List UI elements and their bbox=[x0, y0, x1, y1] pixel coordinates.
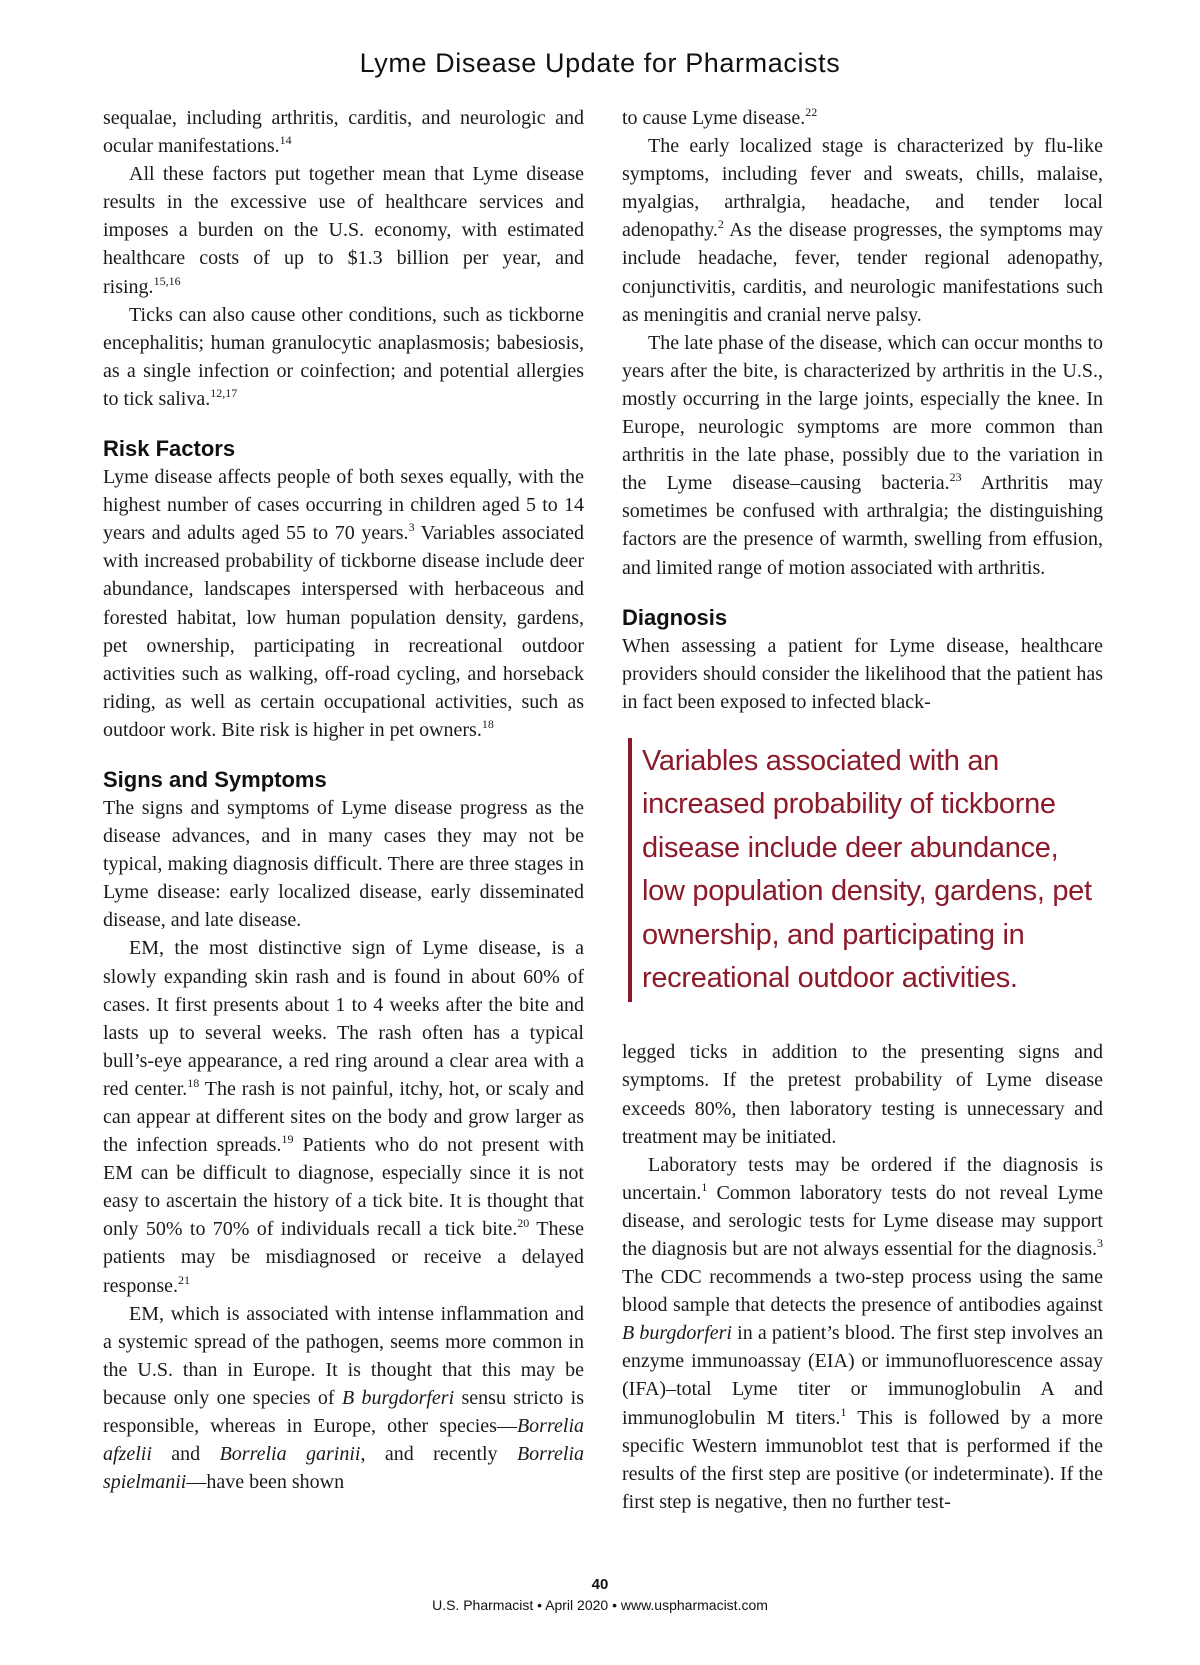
paragraph: to cause Lyme disease.$^{22}$ bbox=[622, 105, 818, 129]
paragraph: Ticks can also cause other conditions, such as tickborne encephalitis; human granulocytic anaplasmosis; babesiosis, as a single infection or coinfection; and potential allergies to tick saliva.$^{12,17}$ bbox=[103, 303, 584, 410]
paragraph: The late phase of the disease, which can occur months to years after the bite, is characterized by arthritis in the U.S., mostly occurring in the large joints, especially the knee. In Europe, neurologic symptoms are more common than arthritis in the late phase, possibly due to the variation in the Lyme disease–causing bacteria.$^{23}$ Arthritis may sometimes be confused with arthralgia; the distinguishing factors are the presence of warmth, swelling from effusion, and limited range of motion associated with arthritis. bbox=[622, 331, 1103, 579]
citation: 1 bbox=[701, 1179, 708, 1194]
citation: 1 bbox=[840, 1404, 847, 1419]
paragraph: Lyme disease affects people of both sexes equally, with the highest number of cases occurring in children aged 5 to 14 years and adults aged 55 to 70 years.$^3$ Variables associated with increased probability of tickborne disease include deer abundance, landscapes interspersed with herbaceous and forested habitat, low human population density, gardens, pet ownership, participating in recreational outdoor activities such as walking, off-road cycling, and horseback riding, as well as certain occupational activities, such as outdoor work. Bite risk is higher in pet owners.$^{18}$ bbox=[103, 466, 585, 741]
paragraph: The signs and symptoms of Lyme disease progress as the disease advances, and in many cases they may not be typical, making diagnosis difficult. There are three stages in Lyme disease: early localized disease, early disseminated disease, and late disease. bbox=[103, 796, 584, 932]
citation: 3 bbox=[408, 520, 415, 535]
citation: 14 bbox=[279, 133, 292, 148]
paragraph: The early localized stage is characterized by flu-like symptoms, including fever and sweats, chills, malaise, myalgias, arthralgia, headache, and tender local adenopathy.$^2$ As the disease progresses, the symptoms may include headache, fever, tender regional adenopathy, conjunctivitis, carditis, and neurologic manifestations such as meningitis and cranial nerve palsy. bbox=[622, 135, 1103, 326]
citation: 3 bbox=[1097, 1235, 1103, 1250]
left-column bbox=[103, 104, 584, 1496]
citation: 23 bbox=[949, 470, 962, 485]
citation: 2 bbox=[717, 217, 724, 232]
paragraph: legged ticks in addition to the presenting signs and symptoms. If the pretest probability of Lyme disease exceeds 80%, then laboratory testing is unnecessary and treatment may be initiated. bbox=[622, 1041, 1103, 1148]
paragraph: EM, the most distinctive sign of Lyme disease, is a slowly expanding skin rash and is found in about 60% of cases. It first presents about 1 to 4 weeks after the bite and lasts up to several weeks. The rash often has a typical bull’s-eye appearance, a red ring around a clear area with a red center.$^{18}$ The rash is not painful, itchy, hot, or scaly and can appear at different sites on the body and grow larger as the infection spreads.$^{19}$ Patients who do not present with EM can be difficult to diagnose, especially since it is not easy to ascertain the history of a tick bite. It is thought that only 50% to 70% of individuals recall a tick bite.$^{20}$ These patients may be misdiagnosed or receive a delayed response.$^{21}$ bbox=[103, 937, 585, 1297]
paragraph: EM, which is associated with intense inflammation and a systemic spread of the pathogen, seems more common in the U.S. than in Europe. It is thought that this may be because only one species of B burgdorferi sensu stricto is responsible, whereas in Europe, other species—Borrelia afzelii and Borrelia garinii, and recently Borrelia spielmanii—have been shown bbox=[103, 1302, 584, 1494]
citation: 15,16 bbox=[153, 273, 181, 288]
paragraph: sequalae, including arthritis, carditis, and neurologic and ocular manifestations.$^{14}$ bbox=[103, 107, 584, 158]
paragraph: Laboratory tests may be ordered if the diagnosis is uncertain.$^1$ Common laboratory tests do not reveal Lyme disease, and serologic tests for Lyme disease may support the diagnosis but are not always essential for the diagnosis.$^3$ The CDC recommends a two-step process using the same blood sample that detects the presence of antibodies against B burgdorferi in a patient’s blood. The first step involves an enzyme immunoassay (EIA) or immunofluorescence assay (IFA)–total Lyme titer or immunoglobulin A and immunoglobulin M titers.$^1$ This is followed by a more specific Western immunoblot test that is performed if the results of the first step are positive (or indeterminate). If the first step is negative, then no further test- bbox=[622, 1153, 1103, 1513]
citation: 12,17 bbox=[210, 385, 238, 400]
right-column bbox=[622, 104, 1103, 1516]
publication-footer: U.S. Pharmacist • April 2020 • www.uspharmacist.com bbox=[432, 1597, 768, 1613]
page-number: 40 bbox=[591, 1576, 609, 1593]
citation: 19 bbox=[281, 1132, 294, 1147]
citation: 18 bbox=[481, 716, 494, 731]
section-heading-risk-factors: Risk Factors bbox=[103, 436, 236, 462]
running-title: Lyme Disease Update for Pharmacists bbox=[359, 48, 841, 78]
section-heading-diagnosis: Diagnosis bbox=[622, 604, 728, 630]
paragraph: When assessing a patient for Lyme disease, healthcare providers should consider the likelihood that the patient has in fact been exposed to infected black- bbox=[622, 634, 1103, 713]
section-heading-signs-and-symptoms: Signs and Symptoms bbox=[103, 766, 327, 792]
citation: 18 bbox=[187, 1075, 200, 1090]
citation: 21 bbox=[177, 1272, 190, 1287]
citation: 22 bbox=[805, 105, 818, 119]
citation: 20 bbox=[517, 1216, 530, 1231]
paragraph: All these factors put together mean that Lyme disease results in the excessive use of healthcare services and imposes a burden on the U.S. economy, with estimated healthcare costs of up to $1.3 billion per year, and rising.$^{15,16}$ bbox=[103, 163, 584, 298]
pull-quote: Variables associated with an increased probability of tickborne disease include deer abundance, low population density, gardens, pet ownership, and participating in recreational outdoor activities. bbox=[628, 738, 1103, 1002]
